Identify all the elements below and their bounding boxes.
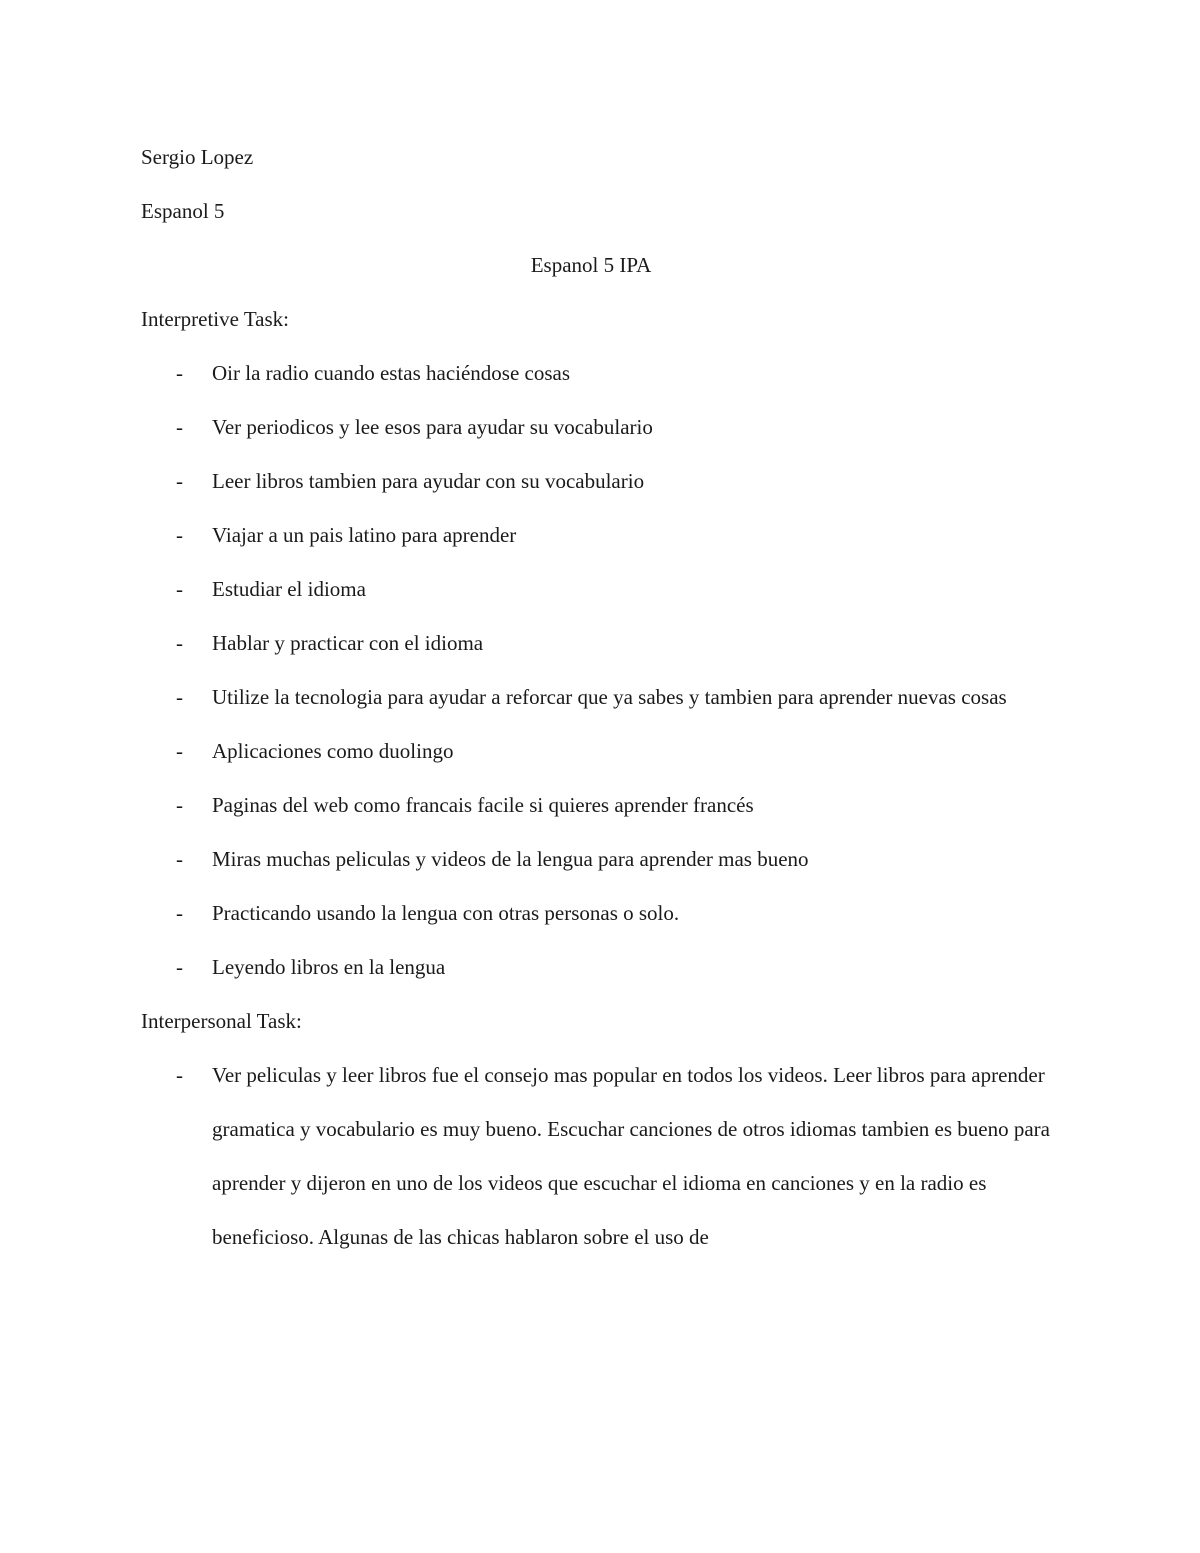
author-name: Sergio Lopez	[141, 145, 254, 169]
list-item-text: Utilize la tecnologia para ayudar a reforcar que ya sabes y tambien para aprender nuevas cosas	[212, 685, 1007, 709]
list-item	[141, 832, 1061, 886]
list-item	[141, 562, 1061, 616]
bullet-dash: -	[176, 577, 183, 601]
list-item-text: Practicando usando la lengua con otras personas o solo.	[212, 901, 680, 925]
bullet-dash: -	[176, 631, 183, 655]
interpersonal-list	[141, 1048, 1061, 1264]
list-item-text: Ver peliculas y leer libros fue el consejo mas popular en todos los videos. Leer libros para aprender gramatica y vocabulario es muy bueno. Escuchar canciones de otros idiomas tambien es bueno para aprender y dijeron en uno de los videos que escuchar el idioma en canciones y en la radio es beneficioso. Algunas de las chicas hablaron sobre el uso de	[212, 1063, 1050, 1249]
list-item-text: Paginas del web como francais facile si quieres aprender francés	[212, 793, 754, 817]
list-item	[141, 508, 1061, 562]
list-item-text: Hablar y practicar con el idioma	[212, 631, 484, 655]
bullet-dash: -	[176, 739, 183, 763]
section-heading-interpretive: Interpretive Task:	[141, 307, 290, 331]
list-item-text: Leer libros tambien para ayudar con su vocabulario	[212, 469, 645, 493]
list-item	[141, 346, 1061, 400]
bullet-dash: -	[176, 685, 183, 709]
list-item-text: Estudiar el idioma	[212, 577, 366, 601]
list-item-text: Leyendo libros en la lengua	[212, 955, 446, 979]
list-item	[141, 454, 1061, 508]
bullet-dash: -	[176, 469, 183, 493]
bullet-dash: -	[176, 415, 183, 439]
section-heading-interpersonal: Interpersonal Task:	[141, 1009, 302, 1033]
bullet-dash: -	[176, 1063, 183, 1087]
list-item-text: Aplicaciones como duolingo	[212, 739, 454, 763]
list-item	[141, 616, 1061, 670]
bullet-dash: -	[176, 361, 183, 385]
course-name: Espanol 5	[141, 199, 225, 223]
bullet-dash: -	[176, 847, 183, 871]
list-item	[141, 670, 1061, 724]
list-item-text: Viajar a un pais latino para aprender	[212, 523, 517, 547]
list-item-text: Miras muchas peliculas y videos de la lengua para aprender mas bueno	[212, 847, 809, 871]
list-item	[141, 400, 1061, 454]
bullet-dash: -	[176, 955, 183, 979]
list-item	[141, 724, 1061, 778]
list-item	[141, 886, 1061, 940]
bullet-dash: -	[176, 793, 183, 817]
bullet-dash: -	[176, 523, 183, 547]
bullet-dash: -	[176, 901, 183, 925]
list-item-text: Oir la radio cuando estas haciéndose cosas	[212, 361, 571, 385]
document-page	[141, 130, 1061, 1264]
list-item-text: Ver periodicos y lee esos para ayudar su vocabulario	[212, 415, 653, 439]
list-item	[141, 1048, 1061, 1264]
document-title: Espanol 5 IPA	[530, 253, 652, 277]
interpretive-list	[141, 346, 1061, 994]
list-item	[141, 940, 1061, 994]
list-item	[141, 778, 1061, 832]
